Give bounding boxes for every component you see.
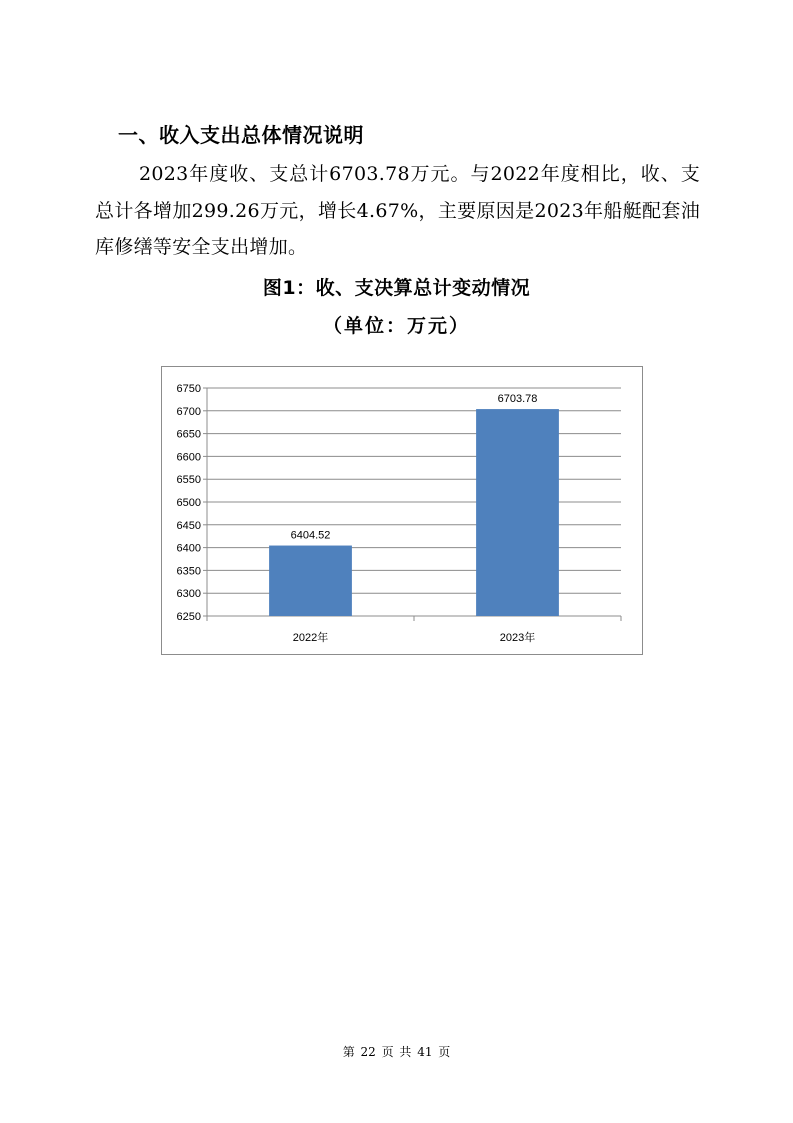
y-tick-label: 6500 (176, 497, 201, 509)
x-category-label: 2023年 (499, 632, 536, 644)
y-tick-label: 6750 (176, 383, 201, 395)
y-tick-label: 6700 (176, 405, 201, 418)
data-label: 6404.52 (290, 529, 331, 542)
summary-paragraph: 2023年度收、支总计6703.78万元。与2022年度相比，收、支总计各增加299.26万元，增长4.67%，主要原因是2023年船艇配套油库修缮等安全支出增加。 (95, 163, 700, 258)
bar-chart-svg (161, 366, 643, 655)
bar-1 (269, 546, 352, 616)
y-tick-label: 6250 (176, 611, 201, 623)
y-tick-label: 6400 (176, 542, 201, 555)
y-tick-label: 6350 (176, 565, 201, 578)
figure-unit: （单位：万元） (322, 315, 470, 337)
y-tick-label: 6600 (176, 451, 201, 464)
x-category-label: 2022年 (292, 632, 329, 644)
bar-2 (476, 409, 559, 616)
section-heading: 一、收入支出总体情况说明 (118, 123, 364, 147)
y-tick-label: 6450 (176, 519, 201, 532)
bar-chart (161, 366, 643, 655)
page-footer: 第 22 页 共 41 页 (342, 1045, 451, 1059)
y-tick-label: 6550 (176, 474, 201, 487)
figure-title: 图1：收、支决算总计变动情况 (262, 277, 531, 299)
data-label: 6703.78 (497, 393, 538, 406)
chart-frame (162, 367, 643, 655)
y-tick-label: 6300 (176, 588, 201, 601)
y-tick-label: 6650 (176, 428, 201, 441)
